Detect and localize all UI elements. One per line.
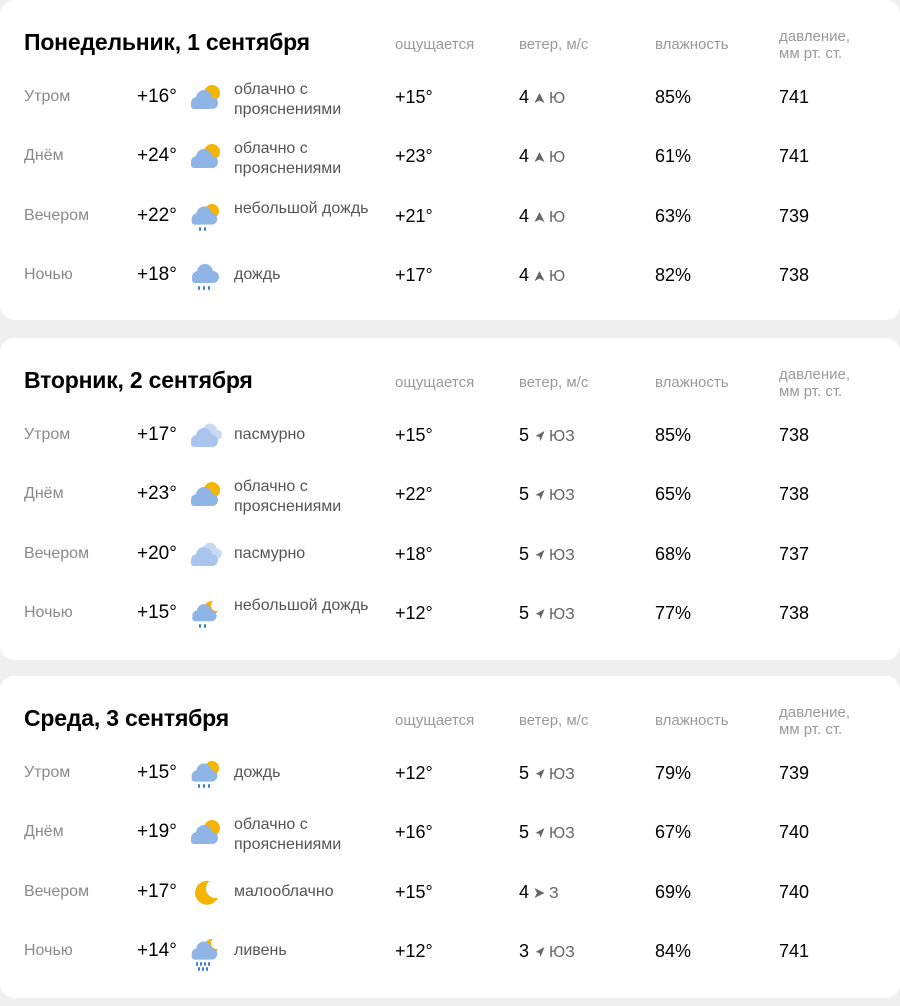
temperature: +19° bbox=[137, 821, 177, 842]
wind-direction: ЮЗ bbox=[549, 487, 575, 504]
wind-direction: Ю bbox=[549, 268, 566, 285]
day-part-label: Ночью bbox=[24, 942, 73, 959]
day-part-label: Ночью bbox=[24, 266, 73, 283]
feels-like: +15° bbox=[395, 882, 433, 902]
feels-like: +22° bbox=[395, 484, 433, 504]
pressure: 740 bbox=[779, 822, 810, 842]
wind-speed: 5 bbox=[519, 822, 530, 842]
day-part-label: Днём bbox=[24, 147, 64, 164]
pressure: 739 bbox=[779, 206, 810, 226]
night-light-rain-icon bbox=[188, 597, 224, 633]
temperature: +18° bbox=[137, 264, 177, 285]
wind bbox=[519, 419, 575, 453]
humidity: 63% bbox=[655, 206, 692, 226]
wind-speed: 5 bbox=[519, 544, 530, 564]
day-part-label: Утром bbox=[24, 764, 71, 781]
forecast-row bbox=[0, 816, 900, 872]
feels-like: +18° bbox=[395, 544, 433, 564]
pressure: 739 bbox=[779, 763, 810, 783]
pressure: 741 bbox=[779, 941, 810, 961]
feels-like: +12° bbox=[395, 941, 433, 961]
night-shower-icon bbox=[188, 935, 224, 971]
wind bbox=[519, 200, 565, 234]
wind-arrow-icon bbox=[529, 146, 549, 166]
feels-like: +21° bbox=[395, 206, 433, 226]
partly-cloudy-icon bbox=[188, 816, 224, 852]
condition-text: пасмурно bbox=[234, 545, 306, 562]
pressure: 738 bbox=[779, 265, 810, 285]
condition-text: небольшой дождь bbox=[234, 597, 369, 614]
day-card bbox=[0, 338, 900, 660]
condition-text: ливень bbox=[234, 942, 287, 959]
feels-like: +23° bbox=[395, 146, 433, 166]
humidity: 85% bbox=[655, 87, 692, 107]
forecast-row bbox=[0, 597, 900, 653]
wind-arrow-icon bbox=[529, 882, 549, 902]
wind-direction: ЮЗ bbox=[549, 547, 575, 564]
day-part-label: Вечером bbox=[24, 545, 90, 562]
temperature: +17° bbox=[137, 424, 177, 445]
condition-text: малооблачно bbox=[234, 883, 334, 900]
feels-like: +12° bbox=[395, 603, 433, 623]
wind-arrow-icon bbox=[529, 425, 549, 445]
partly-cloudy-icon bbox=[188, 140, 224, 176]
column-header-feels: ощущается bbox=[395, 374, 475, 391]
wind bbox=[519, 757, 575, 791]
forecast-row bbox=[0, 935, 900, 991]
wind-speed: 4 bbox=[519, 206, 530, 226]
wind-arrow-icon bbox=[529, 544, 549, 564]
wind-direction: ЮЗ bbox=[549, 766, 575, 783]
temperature: +15° bbox=[137, 602, 177, 623]
light-rain-icon bbox=[188, 200, 224, 236]
condition-text: облачно с прояснениями bbox=[234, 816, 342, 853]
day-part-label: Днём bbox=[24, 823, 64, 840]
pressure: 741 bbox=[779, 87, 810, 107]
partly-cloudy-icon bbox=[188, 478, 224, 514]
wind bbox=[519, 538, 575, 572]
column-header-wind: ветер, м/с bbox=[519, 36, 589, 53]
day-part-label: Вечером bbox=[24, 883, 90, 900]
day-part-label: Утром bbox=[24, 426, 71, 443]
day-card bbox=[0, 676, 900, 998]
pressure: 738 bbox=[779, 603, 810, 623]
day-part-label: Днём bbox=[24, 485, 64, 502]
pressure: 738 bbox=[779, 425, 810, 445]
feels-like: +16° bbox=[395, 822, 433, 842]
forecast-row bbox=[0, 259, 900, 315]
humidity: 82% bbox=[655, 265, 692, 285]
temperature: +14° bbox=[137, 940, 177, 961]
humidity: 65% bbox=[655, 484, 692, 504]
feels-like: +12° bbox=[395, 763, 433, 783]
forecast-row bbox=[0, 419, 900, 475]
humidity: 69% bbox=[655, 882, 692, 902]
forecast-row bbox=[0, 140, 900, 196]
wind-speed: 4 bbox=[519, 882, 530, 902]
forecast-row bbox=[0, 538, 900, 594]
wind-arrow-icon bbox=[529, 265, 549, 285]
partly-cloudy-icon bbox=[188, 81, 224, 117]
wind-speed: 4 bbox=[519, 87, 530, 107]
forecast-row bbox=[0, 81, 900, 137]
column-header-feels: ощущается bbox=[395, 712, 475, 729]
wind bbox=[519, 597, 575, 631]
wind-speed: 3 bbox=[519, 941, 530, 961]
temperature: +22° bbox=[137, 205, 177, 226]
moon-icon bbox=[188, 876, 224, 912]
wind bbox=[519, 876, 559, 910]
wind-speed: 5 bbox=[519, 763, 530, 783]
humidity: 85% bbox=[655, 425, 692, 445]
wind-speed: 5 bbox=[519, 425, 530, 445]
condition-text: облачно с прояснениями bbox=[234, 478, 342, 515]
column-header-humidity: влажность bbox=[655, 36, 729, 53]
feels-like: +15° bbox=[395, 425, 433, 445]
wind-speed: 5 bbox=[519, 603, 530, 623]
temperature: +23° bbox=[137, 483, 177, 504]
column-header-wind: ветер, м/с bbox=[519, 712, 589, 729]
condition-text: пасмурно bbox=[234, 426, 306, 443]
wind bbox=[519, 478, 575, 512]
forecast-row bbox=[0, 757, 900, 813]
column-header-feels: ощущается bbox=[395, 36, 475, 53]
feels-like: +15° bbox=[395, 87, 433, 107]
wind-arrow-icon bbox=[529, 206, 549, 226]
rain-sun-icon bbox=[188, 757, 224, 793]
temperature: +17° bbox=[137, 881, 177, 902]
condition-text: облачно с прояснениями bbox=[234, 81, 342, 118]
condition-text: дождь bbox=[234, 266, 281, 283]
day-title: Понедельник, 1 сентября bbox=[24, 29, 310, 55]
temperature: +15° bbox=[137, 762, 177, 783]
wind-direction: ЮЗ bbox=[549, 428, 575, 445]
wind-direction: Ю bbox=[549, 149, 566, 166]
pressure: 740 bbox=[779, 882, 810, 902]
wind-arrow-icon bbox=[529, 941, 549, 961]
wind bbox=[519, 935, 575, 969]
forecast-row bbox=[0, 478, 900, 534]
column-header-pressure: давление, мм рт. ст. bbox=[779, 704, 850, 738]
column-header-humidity: влажность bbox=[655, 712, 729, 729]
day-title: Среда, 3 сентября bbox=[24, 705, 229, 731]
wind-direction: ЮЗ bbox=[549, 944, 575, 961]
humidity: 79% bbox=[655, 763, 692, 783]
wind bbox=[519, 140, 565, 174]
pressure: 741 bbox=[779, 146, 810, 166]
rain-icon bbox=[188, 259, 224, 295]
wind-arrow-icon bbox=[529, 822, 549, 842]
condition-text: небольшой дождь bbox=[234, 200, 369, 217]
wind-direction: ЮЗ bbox=[549, 606, 575, 623]
feels-like: +17° bbox=[395, 265, 433, 285]
wind-arrow-icon bbox=[529, 484, 549, 504]
column-header-pressure: давление, мм рт. ст. bbox=[779, 366, 850, 400]
wind-arrow-icon bbox=[529, 603, 549, 623]
day-part-label: Ночью bbox=[24, 604, 73, 621]
wind-arrow-icon bbox=[529, 763, 549, 783]
temperature: +20° bbox=[137, 543, 177, 564]
humidity: 61% bbox=[655, 146, 692, 166]
wind-direction: ЮЗ bbox=[549, 825, 575, 842]
wind-speed: 4 bbox=[519, 146, 530, 166]
humidity: 77% bbox=[655, 603, 692, 623]
wind bbox=[519, 81, 565, 115]
forecast-row bbox=[0, 200, 900, 256]
wind-arrow-icon bbox=[529, 87, 549, 107]
temperature: +16° bbox=[137, 86, 177, 107]
humidity: 67% bbox=[655, 822, 692, 842]
humidity: 68% bbox=[655, 544, 692, 564]
wind-speed: 4 bbox=[519, 265, 530, 285]
temperature: +24° bbox=[137, 145, 177, 166]
column-header-pressure: давление, мм рт. ст. bbox=[779, 28, 850, 62]
wind-direction: З bbox=[549, 885, 559, 902]
humidity: 84% bbox=[655, 941, 692, 961]
day-card bbox=[0, 0, 900, 320]
column-header-wind: ветер, м/с bbox=[519, 374, 589, 391]
overcast-icon bbox=[188, 538, 224, 574]
day-part-label: Вечером bbox=[24, 207, 90, 224]
day-title: Вторник, 2 сентября bbox=[24, 367, 253, 393]
overcast-icon bbox=[188, 419, 224, 455]
wind bbox=[519, 259, 565, 293]
day-part-label: Утром bbox=[24, 88, 71, 105]
wind-direction: Ю bbox=[549, 209, 566, 226]
column-header-humidity: влажность bbox=[655, 374, 729, 391]
wind-speed: 5 bbox=[519, 484, 530, 504]
forecast-row bbox=[0, 876, 900, 932]
wind-direction: Ю bbox=[549, 90, 566, 107]
condition-text: дождь bbox=[234, 764, 281, 781]
pressure: 738 bbox=[779, 484, 810, 504]
condition-text: облачно с прояснениями bbox=[234, 140, 342, 177]
pressure: 737 bbox=[779, 544, 810, 564]
wind bbox=[519, 816, 575, 850]
